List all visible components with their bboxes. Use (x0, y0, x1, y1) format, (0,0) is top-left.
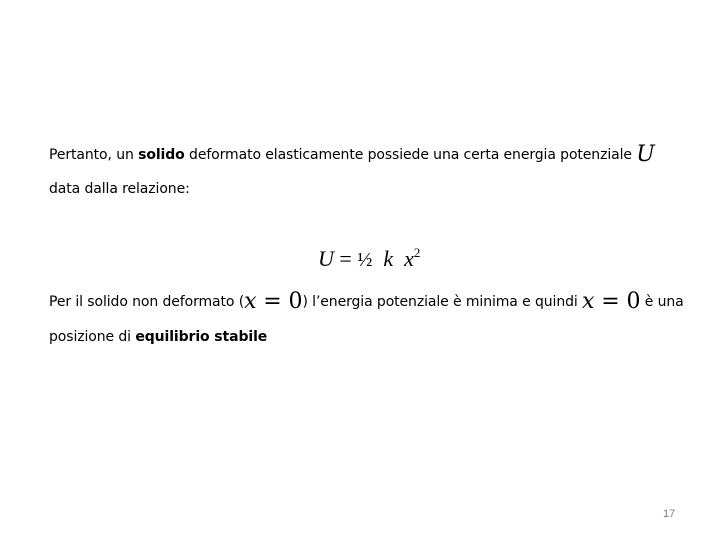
text-fragment: posizione di (49, 329, 136, 345)
formula-equals: = (333, 246, 358, 271)
text-fragment: deformato elasticamente possiede una certa energia potenziale (184, 147, 637, 163)
variable-x: x (582, 289, 595, 314)
text-fragment: Per il solido non deformato ( (49, 294, 245, 310)
text-fragment: è una (640, 294, 684, 310)
text-fragment: ) l’energia potenziale è minima e quindi (302, 294, 583, 310)
formula-lhs: U (318, 246, 334, 271)
bold-word-solido: solido (138, 147, 185, 163)
text-line-stable (49, 329, 267, 345)
variable-U: U (636, 142, 655, 167)
math-equals-zero: = 0 (594, 289, 641, 314)
formula-half: ½ (357, 249, 373, 271)
variable-x: x (244, 289, 257, 314)
energy-formula (318, 245, 420, 272)
math-equals-zero: = 0 (256, 289, 303, 314)
bold-phrase-equilibrio-stabile: equilibrio stabile (135, 329, 268, 345)
text-line-equilibrium (49, 289, 684, 314)
text-line-potential-energy (49, 142, 655, 167)
formula-exponent: 2 (413, 245, 421, 260)
text-fragment: Pertanto, un (49, 147, 139, 163)
formula-k: k (383, 246, 394, 271)
formula-x: x (404, 246, 414, 271)
text-line-relation: data dalla relazione: (49, 181, 190, 197)
page-number: 17 (663, 508, 676, 520)
